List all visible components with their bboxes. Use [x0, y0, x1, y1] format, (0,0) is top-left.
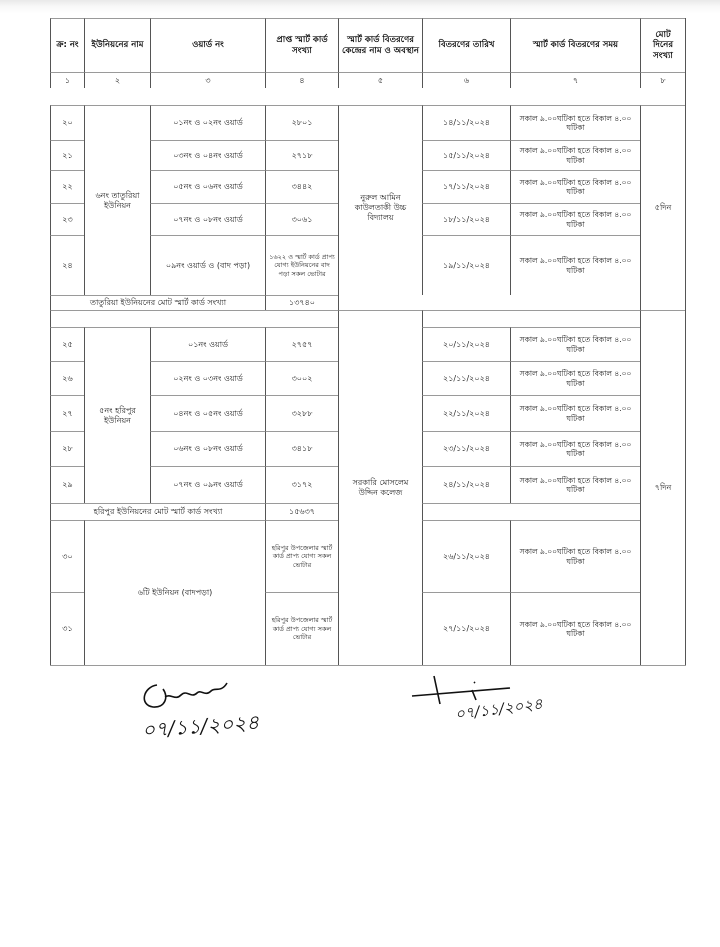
- time-cell: [510, 203, 640, 235]
- signature-left-date: ০৭/১১/২০২৪: [141, 709, 260, 743]
- column-number-cell: [422, 72, 510, 88]
- ward-cell-text: ০৪নং ও ০৫নং ওয়ার্ড: [173, 408, 243, 418]
- header-cell-text: ক্র: নং: [56, 40, 79, 51]
- time-cell-text: সকাল ৯.০০ঘটিকা হতে বিকাল ৪.০০ ঘটিকা: [519, 256, 632, 275]
- card-count-cell: [265, 140, 338, 170]
- date-cell: [422, 203, 510, 235]
- total-label-cell-text: হরিপুর ইউনিয়নের মোট স্মার্ট কার্ড সংখ্যা: [93, 507, 223, 516]
- card-count-cell-text: ৩০৬১: [291, 214, 313, 224]
- ward-cell-text: ০৭নং ও ০৯নং ওয়ার্ড: [173, 480, 243, 489]
- card-count-cell: [265, 170, 338, 203]
- time-cell-text: সকাল ৯.০০ঘটিকা হতে বিকাল ৪.০০ ঘটিকা: [519, 210, 632, 229]
- total-value-cell: [265, 503, 338, 520]
- card-count-cell: [265, 431, 338, 466]
- time-cell-text: সকাল ৯.০০ঘটিকা হতে বিকাল ৪.০০ ঘটিকা: [519, 547, 632, 566]
- union-name-cell: [84, 520, 265, 665]
- card-count-cell-text: হরিপুর উপজেলার স্মার্ট কার্ড প্রাপ্য যোগ্য সকল ভোটার: [271, 543, 333, 569]
- serial-cell-text: ৩০: [62, 551, 73, 561]
- date-cell-text: ১৫/১১/২০২৪: [443, 150, 490, 160]
- serial-cell: [50, 105, 84, 140]
- ward-cell: [150, 431, 265, 466]
- ward-cell: [150, 327, 265, 361]
- total-label-cell: [50, 295, 265, 310]
- header-cell-text: মোট দিনের সংখ্যা: [652, 29, 674, 61]
- column-number-cell-text: ৪: [299, 75, 305, 85]
- column-number-cell-text: ১: [64, 75, 71, 85]
- card-count-cell-text: ৩০০২: [291, 373, 313, 383]
- date-cell: [422, 466, 510, 503]
- column-number-cell: [84, 72, 150, 88]
- time-cell: [510, 592, 640, 665]
- column-number-cell-text: ৮: [660, 75, 666, 85]
- card-count-cell-text: ৩৪১৮: [291, 444, 313, 453]
- ward-cell: [150, 105, 265, 140]
- date-cell-text: ২২/১১/২০২৪: [443, 408, 490, 418]
- ward-cell: [150, 235, 265, 295]
- serial-cell: [50, 520, 84, 592]
- date-cell: [422, 361, 510, 395]
- column-number-cell-text: ৫: [377, 75, 384, 85]
- serial-cell: [50, 466, 84, 503]
- date-cell-text: ১৭/১১/২০২৪: [443, 182, 490, 191]
- time-cell: [510, 395, 640, 431]
- time-cell: [510, 327, 640, 361]
- table-bottom-border: [50, 665, 686, 666]
- serial-cell-text: ২৭: [62, 408, 73, 418]
- ward-cell-text: ০৫নং ও ০৬নং ওয়ার্ড: [173, 182, 243, 191]
- time-cell: [510, 105, 640, 140]
- center-cell: [338, 310, 422, 665]
- date-cell: [422, 105, 510, 140]
- serial-cell-text: ২৩: [62, 214, 73, 224]
- time-cell-text: সকাল ৯.০০ঘটিকা হতে বিকাল ৪.০০ ঘটিকা: [519, 475, 632, 494]
- time-cell: [510, 361, 640, 395]
- card-count-cell-text: ২৮০১: [291, 118, 313, 127]
- card-count-cell-text: ২৭৫৭: [291, 339, 313, 349]
- column-number-cell-text: ৬: [463, 75, 470, 85]
- ward-cell: [150, 395, 265, 431]
- union-name-cell: [84, 105, 150, 295]
- date-cell-text: ২০/১১/২০২৪: [443, 339, 490, 349]
- ward-cell-text: ০১নং ও ০২নং ওয়ার্ড: [173, 118, 243, 127]
- time-cell: [510, 466, 640, 503]
- header-cell: [422, 18, 510, 72]
- date-cell: [422, 520, 510, 592]
- serial-cell-text: ২৫: [62, 339, 73, 349]
- card-count-cell-text: ৩৪৪২: [291, 182, 313, 191]
- column-number-cell-text: ৩: [205, 75, 211, 85]
- header-cell: [84, 18, 150, 72]
- ward-cell: [150, 170, 265, 203]
- days-cell-text: ৭দিন: [654, 483, 672, 492]
- card-count-cell-text: ২৭১৮: [291, 150, 313, 160]
- header-cell: [265, 18, 338, 72]
- signature-right-date: ০৭/১১/২০২৪: [454, 694, 544, 724]
- date-cell: [422, 235, 510, 295]
- ward-cell-text: ০৭নং ও ০৮নং ওয়ার্ড: [173, 214, 243, 224]
- ward-cell-text: ০৯নং ওয়ার্ড ও (বাদ পড়া): [165, 260, 251, 270]
- spacer-cell: [422, 503, 640, 520]
- date-cell: [422, 170, 510, 203]
- total-value-cell: [265, 295, 338, 310]
- card-count-cell: [265, 592, 338, 665]
- serial-cell: [50, 140, 84, 170]
- union-name-cell: [84, 327, 150, 503]
- time-cell: [510, 520, 640, 592]
- ward-cell: [150, 361, 265, 395]
- date-cell-text: ২৬/১১/২০২৪: [443, 551, 490, 561]
- header-cell-text: স্মার্ট কার্ড বিতরণের সময়: [532, 40, 619, 51]
- card-count-cell-text: ৩২৮৮: [291, 408, 313, 418]
- time-cell-text: সকাল ৯.০০ঘটিকা হতে বিকাল ৪.০০ ঘটিকা: [519, 619, 632, 638]
- center-cell: [338, 105, 422, 310]
- serial-cell: [50, 203, 84, 235]
- date-cell-text: ২৩/১১/২০২৪: [443, 444, 490, 453]
- serial-cell-text: ২৪: [62, 260, 73, 270]
- time-cell: [510, 170, 640, 203]
- ward-cell-text: ০১নং ওয়ার্ড: [188, 339, 228, 349]
- time-cell: [510, 140, 640, 170]
- time-cell-text: সকাল ৯.০০ঘটিকা হতে বিকাল ৪.০০ ঘটিকা: [519, 439, 632, 458]
- union-name-cell-text: ৬নং তাতুরিয়া ইউনিয়ন: [95, 190, 140, 210]
- total-label-cell-text: তাতুরিয়া ইউনিয়নের মোট স্মার্ট কার্ড সংখ্যা: [89, 298, 227, 307]
- spacer-cell: [50, 310, 338, 327]
- date-cell: [422, 592, 510, 665]
- union-name-cell-text: ৬টি ইউনিয়ন (বাদপড়া): [137, 588, 213, 597]
- column-number-cell-text: ২: [114, 75, 121, 85]
- serial-cell-text: ৩১: [62, 624, 73, 633]
- time-cell-text: সকাল ৯.০০ঘটিকা হতে বিকাল ৪.০০ ঘটিকা: [519, 146, 632, 165]
- card-count-cell: [265, 105, 338, 140]
- card-count-cell-text: ১৬২২ ও স্মার্ট কার্ড প্রাপ্য যোগ্য ইউনিয়নের বাদ পড়া সকল ভোটার: [269, 252, 335, 278]
- header-cell: [510, 18, 640, 72]
- serial-cell: [50, 395, 84, 431]
- center-cell-text: নুরুল আমিন কাউলতাকী উচ্চ বিদ্যালয়: [354, 193, 407, 222]
- time-cell-text: সকাল ৯.০০ঘটিকা হতে বিকাল ৪.০০ ঘটিকা: [519, 177, 632, 196]
- serial-cell-text: ২০: [62, 118, 73, 127]
- center-cell-text: সরকারি মোসলেম উদ্দিন কলেজ: [352, 478, 409, 497]
- card-count-cell: [265, 327, 338, 361]
- ward-cell-text: ০২নং ও ০৩নং ওয়ার্ড: [173, 373, 243, 383]
- serial-cell: [50, 592, 84, 665]
- date-cell: [422, 431, 510, 466]
- header-cell-text: ওয়ার্ড নং: [192, 40, 224, 51]
- time-cell-text: সকাল ৯.০০ঘটিকা হতে বিকাল ৪.০০ ঘটিকা: [519, 369, 632, 388]
- card-count-cell-text: ৩১৭২: [291, 480, 313, 489]
- date-cell-text: ২১/১১/২০২৪: [443, 373, 490, 383]
- total-label-cell: [50, 503, 265, 520]
- union-name-cell-text: ৫নং হরিপুর ইউনিয়ন: [99, 405, 136, 425]
- header-cell-text: প্রাপ্ত স্মার্ট কার্ড সংখ্যা: [276, 34, 328, 56]
- days-cell: [640, 310, 685, 665]
- header-cell: [640, 18, 685, 72]
- header-cell: [50, 18, 84, 72]
- column-number-cell-text: ৭: [572, 75, 579, 85]
- serial-cell-text: ২২: [62, 182, 73, 191]
- serial-cell-text: ২৬: [62, 373, 73, 383]
- serial-cell-text: ২১: [62, 150, 73, 160]
- time-cell-text: সকাল ৯.০০ঘটিকা হতে বিকাল ৪.০০ ঘটিকা: [519, 335, 632, 354]
- date-cell-text: ১৯/১১/২০২৪: [443, 260, 490, 270]
- column-number-cell: [338, 72, 422, 88]
- column-number-cell: [640, 72, 685, 88]
- ward-cell: [150, 466, 265, 503]
- date-cell: [422, 327, 510, 361]
- time-cell: [510, 431, 640, 466]
- card-count-cell: [265, 235, 338, 295]
- serial-cell: [50, 361, 84, 395]
- time-cell-text: সকাল ৯.০০ঘটিকা হতে বিকাল ৪.০০ ঘটিকা: [519, 404, 632, 423]
- serial-cell: [50, 235, 84, 295]
- header-cell: [338, 18, 422, 72]
- card-count-cell: [265, 203, 338, 235]
- column-number-cell: [50, 72, 84, 88]
- card-count-cell: [265, 395, 338, 431]
- date-cell: [422, 140, 510, 170]
- ward-cell: [150, 203, 265, 235]
- time-cell-text: সকাল ৯.০০ঘটিকা হতে বিকাল ৪.০০ ঘটিকা: [519, 113, 632, 132]
- header-cell: [150, 18, 265, 72]
- table-right-border: [685, 18, 686, 665]
- header-cell-text: বিতরণের তারিখ: [438, 40, 495, 51]
- column-number-cell: [510, 72, 640, 88]
- ward-cell-text: ০৩নং ও ০৪নং ওয়ার্ড: [173, 150, 243, 160]
- serial-cell: [50, 170, 84, 203]
- time-cell: [510, 235, 640, 295]
- header-cell-text: স্মার্ট কার্ড বিতরণের কেন্দ্রের নাম ও অবস্থান: [342, 34, 420, 56]
- date-cell-text: ১৮/১১/২০২৪: [443, 214, 490, 224]
- total-value-cell-text: ১৫৬৩৭: [289, 507, 315, 516]
- card-count-cell: [265, 520, 338, 592]
- date-cell-text: ২৪/১১/২০২৪: [443, 480, 490, 489]
- card-count-cell: [265, 466, 338, 503]
- card-count-cell-text: হরিপুর উপজেলার স্মার্ট কার্ড প্রাপ্য যোগ্য সকল ভোটার: [271, 616, 333, 642]
- card-count-cell: [265, 361, 338, 395]
- spacer-cell: [422, 310, 640, 327]
- serial-cell: [50, 431, 84, 466]
- ward-cell: [150, 140, 265, 170]
- date-cell-text: ২৭/১১/২০২৪: [443, 624, 490, 633]
- header-cell-text: ইউনিয়নের নাম: [91, 40, 144, 51]
- column-number-cell: [265, 72, 338, 88]
- serial-cell: [50, 327, 84, 361]
- ward-cell-text: ০৬নং ও ০৮নং ওয়ার্ড: [173, 444, 243, 453]
- days-cell: [640, 105, 685, 310]
- days-cell-text: ৫দিন: [654, 203, 672, 212]
- serial-cell-text: ২৮: [62, 444, 73, 453]
- total-value-cell-text: ১৩৭৪০: [289, 298, 315, 307]
- column-number-cell: [150, 72, 265, 88]
- date-cell-text: ১৪/১১/২০২৪: [443, 118, 490, 127]
- date-cell: [422, 395, 510, 431]
- serial-cell-text: ২৯: [62, 480, 73, 489]
